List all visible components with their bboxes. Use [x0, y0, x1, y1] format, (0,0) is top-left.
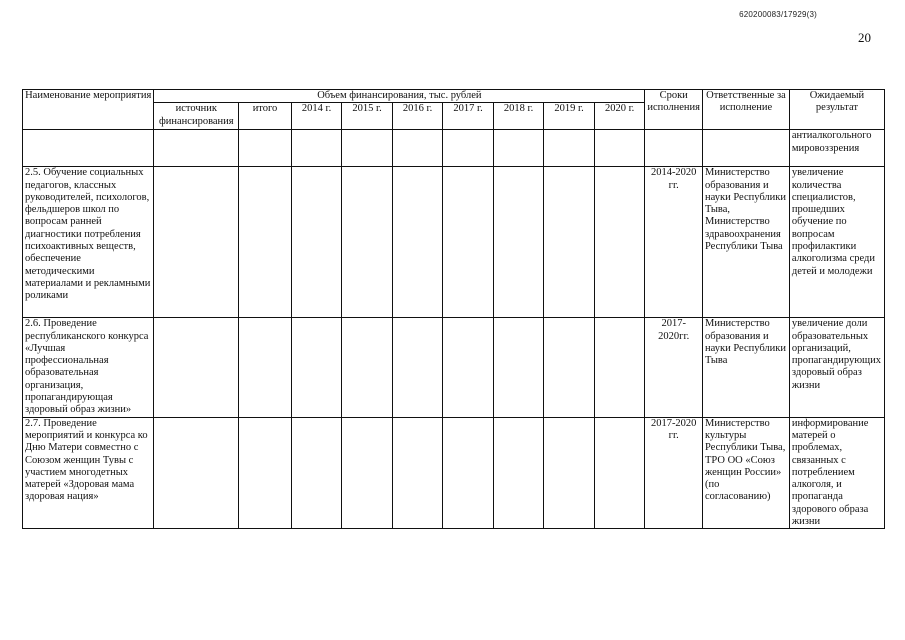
- cell-year: [544, 167, 595, 318]
- header-term: Сроки исполнения: [645, 90, 703, 130]
- document-id: 620200083/17929(3): [739, 10, 817, 19]
- table-row: [23, 318, 885, 417]
- cell-year: [493, 417, 544, 529]
- cell-year: [544, 130, 595, 167]
- cell-year: [392, 318, 443, 417]
- cell-year: [342, 130, 393, 167]
- cell-total: [239, 417, 292, 529]
- cell-responsible: [702, 130, 789, 167]
- cell-name: [23, 130, 154, 167]
- cell-year: [443, 417, 494, 529]
- cell-year: [544, 417, 595, 529]
- header-year-2017: 2017 г.: [443, 103, 494, 130]
- cell-year: [493, 130, 544, 167]
- cell-result: антиалкогольного мировоззрения: [789, 130, 884, 167]
- cell-year: [291, 130, 342, 167]
- header-year-2019: 2019 г.: [544, 103, 595, 130]
- table-row: [23, 417, 885, 529]
- header-year-2020: 2020 г.: [594, 103, 645, 130]
- cell-term: 2017-2020гг.: [645, 318, 703, 417]
- cell-year: [342, 417, 393, 529]
- header-year-2014: 2014 г.: [291, 103, 342, 130]
- header-name: Наименование мероприятия: [23, 90, 154, 130]
- cell-total: [239, 318, 292, 417]
- cell-year: [342, 318, 393, 417]
- cell-year: [392, 167, 443, 318]
- header-funding: Объем финансирования, тыс. рублей: [154, 90, 645, 103]
- cell-result: увеличение количества специалистов, прошедших обучение по вопросам профилактики алкоголизма среди детей и молодежи: [789, 167, 884, 318]
- cell-name: 2.5. Обучение социальных педагогов, классных руководителей, психологов, фельдшеров школ по вопросам ранней диагностики потребления психоактивных веществ, обеспечение методическими материалами и рекламными роликами: [23, 167, 154, 318]
- cell-year: [443, 318, 494, 417]
- cell-year: [443, 130, 494, 167]
- cell-year: [392, 417, 443, 529]
- cell-term: 2014-2020 гг.: [645, 167, 703, 318]
- header-result: Ожидаемый результат: [789, 90, 884, 130]
- header-year-2016: 2016 г.: [392, 103, 443, 130]
- cell-responsible: Министерство культуры Республики Тыва, ТРО ОО «Союз женщин России» (по согласованию): [702, 417, 789, 529]
- cell-year: [291, 417, 342, 529]
- cell-year: [443, 167, 494, 318]
- cell-responsible: Министерство образования и науки Республики Тыва, Министерство здравоохранения Республики Тыва: [702, 167, 789, 318]
- cell-total: [239, 167, 292, 318]
- cell-term: [645, 130, 703, 167]
- cell-name: 2.6. Проведение республиканского конкурса «Лучшая профессиональная образовательная организация, пропагандирующая здоровый образ жизни»: [23, 318, 154, 417]
- program-table: [22, 89, 885, 529]
- cell-source: [154, 318, 239, 417]
- page-number: 20: [858, 30, 871, 45]
- cell-year: [493, 318, 544, 417]
- cell-responsible: Министерство образования и науки Республики Тыва: [702, 318, 789, 417]
- header-year-2015: 2015 г.: [342, 103, 393, 130]
- header-source: источник финансирования: [154, 103, 239, 130]
- cell-year: [544, 318, 595, 417]
- header-total: итого: [239, 103, 292, 130]
- header-year-2018: 2018 г.: [493, 103, 544, 130]
- cell-result: увеличение доли образовательных организаций, пропагандирующих здоровый образ жизни: [789, 318, 884, 417]
- cell-year: [291, 318, 342, 417]
- cell-year: [594, 417, 645, 529]
- cell-source: [154, 167, 239, 318]
- cell-year: [493, 167, 544, 318]
- cell-term: 2017-2020 гг.: [645, 417, 703, 529]
- cell-year: [594, 167, 645, 318]
- cell-year: [291, 167, 342, 318]
- table-row: [23, 130, 885, 167]
- cell-name: 2.7. Проведение мероприятий и конкурса ко Дню Матери совместно с Союзом женщин Тувы с участием многодетных матерей «Здоровая мама здоровая нация»: [23, 417, 154, 529]
- cell-source: [154, 417, 239, 529]
- cell-total: [239, 130, 292, 167]
- table-row: [23, 167, 885, 318]
- cell-year: [594, 318, 645, 417]
- cell-year: [392, 130, 443, 167]
- cell-source: [154, 130, 239, 167]
- cell-year: [594, 130, 645, 167]
- cell-result: информирование матерей о проблемах, связанных с потреблением алкоголя, и пропаганда здорового образа жизни: [789, 417, 884, 529]
- cell-year: [342, 167, 393, 318]
- header-responsible: Ответственные за исполнение: [702, 90, 789, 130]
